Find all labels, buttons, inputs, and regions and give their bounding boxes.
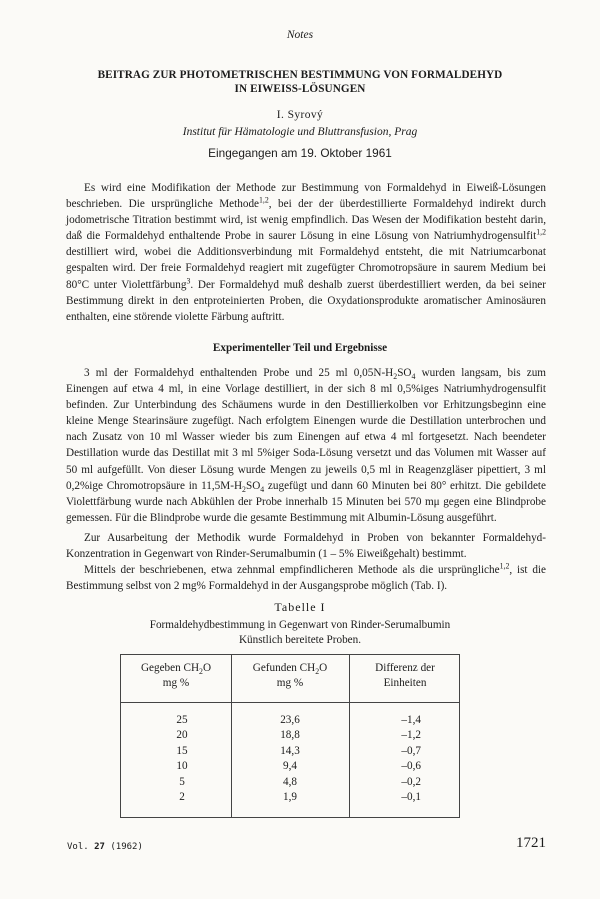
title-line-1: BEITRAG ZUR PHOTOMETRISCHEN BESTIMMUNG VON FORMALDEHYD (97, 69, 503, 81)
column-difference (373, 713, 421, 805)
volume-citation (67, 842, 143, 852)
cell-found: 4,8 (283, 775, 297, 788)
section-heading: Experimenteller Teil und Ergebnisse (212, 342, 388, 354)
evaluation-paragraph: Zur Ausarbeitung der Methodik wurde Formaldehyd in Proben von bekannter Formaldehyd-Konzentration in Gegenwart von Rinder-Serumalbumin (1 – 5% Eiweißgehalt) bestimmt. (66, 532, 546, 561)
cell-difference: –1,2 (401, 729, 421, 742)
cell-difference: –0,2 (401, 775, 421, 788)
cell-given: 25 (176, 714, 188, 726)
table-title: Tabelle I (274, 600, 326, 614)
author: I. Syrový (276, 109, 324, 121)
cell-found: 9,4 (283, 760, 297, 773)
table-caption-line-1: Formaldehydbestimmung in Gegenwart von Rinder-Serumalbumin (149, 619, 451, 631)
cell-difference: –0,6 (401, 760, 421, 773)
experimental-paragraph: 3 ml der Formaldehyd enthaltenden Probe und 25 ml $0,05N-H_2SO_4$ wurden langsam, bis zum Einengen auf etwa 4 ml, in eine Vorlage destilliert, in der sich 8 ml 0,5%iges Natriumhydrogensulfit befinden. Zur Unterbindung des Schäumens wurde in den Destillierkolben vor Erhitzungsbeginn eine kleine Menge Stearinsäure zugefügt. Nach erfolgtem Einengen wurde die Destillation unterbrochen und nach Zusatz von 10 ml Wasser wieder bis zum Einengen auf etwa 4 ml fortgesetzt. Nach beendeter Destillation wurde das Destillat mit 3 ml 5%iger Soda-Lösung versetzt und das Volumen mit Wasser auf 50 ml aufgefüllt. Von dieser Lösung wurde Mengen zu jeweils 0,5 ml in Reagenzgläser pipettiert, 3 ml 0,2%ige Chromotropsäure in $11,5M-H_2SO_4$ zugefügt und dann 60 Minuten bei 80° erhitzt. Die gebildete Violettfärbung wurde nach Abkühlen der Probe innerhalb 15 Minuten bei 570 mμ gegen eine Blindprobe gemessen. Für die Blindprobe wurde die gesamte Bestimmung mit Albumin-Lösung ausgeführt. (66, 367, 546, 524)
column-given (121, 713, 243, 805)
cell-found: 18,8 (280, 729, 300, 742)
table-caption-line-2: Künstlich bereitete Proben. (238, 634, 362, 646)
cell-given: 2 (179, 790, 185, 803)
running-head: Notes (286, 29, 314, 41)
title-line-2: IN EIWEISS-LÖSUNGEN (234, 83, 366, 95)
cell-given: 15 (176, 744, 188, 757)
cell-difference: –0,1 (401, 790, 421, 803)
cell-found: 23,6 (280, 714, 300, 726)
data-table (120, 654, 460, 818)
affiliation: Institut für Hämatologie und Bluttransfusion, Prag (182, 126, 418, 138)
volume-number: 27 (94, 842, 105, 852)
cell-found: 1,9 (283, 790, 297, 803)
header-found: Gefunden $CH_2O$ mg % (252, 662, 328, 689)
table-caption (0, 618, 600, 648)
article-title (40, 68, 560, 96)
column-found (261, 713, 319, 805)
cell-given: 10 (176, 760, 188, 773)
intro-paragraph: Es wird eine Modifikation der Methode zur Bestimmung von Formaldehyd in Eiweiß-Lösungen beschrieben. Die ursprüngliche Methode$^{1,2}$, bei der der überdestillierte Formaldehyd indirekt durch jodometrische Titration bestimmt wird, ist wenig empfindlich. Das Wesen der Modifikation besteht darin, daß die Formaldehyd enthaltende Probe in saurer Lösung in eine Lösung von Natriumhydrogensulfit$^{1,2}$ destilliert wird, wobei die Additionsverbindung mit Formaldehyd entsteht, die mit Natriumcarbonat gespalten wird. Der freie Formaldehyd reagiert mit zugefügter Chromotropsäure in saurem Medium bei 80°C unter Violettfärbung$^3$. Der Formaldehyd muß deshalb zuerst überdestilliert werden, da bei seiner Bestimmung direkt in den entproteinierten Proben, die Oxydationsprodukte aromatischer Aminosäuren enthalten, eine störende violette Färbung auftritt. (66, 182, 546, 323)
header-difference: Differenz der Einheiten (375, 662, 435, 689)
cell-difference: –1,4 (401, 714, 421, 726)
cell-found: 14,3 (280, 744, 300, 757)
received-date: Eingegangen am 19. Oktober 1961 (208, 146, 392, 160)
header-given: Gegeben $CH_2O$ mg % (140, 662, 212, 689)
volume-label: Vol. (67, 842, 89, 852)
page-number: 1721 (516, 835, 546, 851)
conclusion-paragraph: Mittels der beschriebenen, etwa zehnmal empfindlicheren Methode als die ursprüngliche$^{1,2}$, ist die Bestimmung selbst von 2 mg% Formaldehyd in der Ausgangsprobe möglich (Tab. I). (66, 561, 546, 593)
volume-year: (1962) (110, 842, 143, 852)
cell-given: 20 (176, 729, 188, 742)
cell-given: 5 (179, 775, 185, 788)
cell-difference: –0,7 (401, 744, 421, 757)
table-header-divider (121, 702, 459, 703)
